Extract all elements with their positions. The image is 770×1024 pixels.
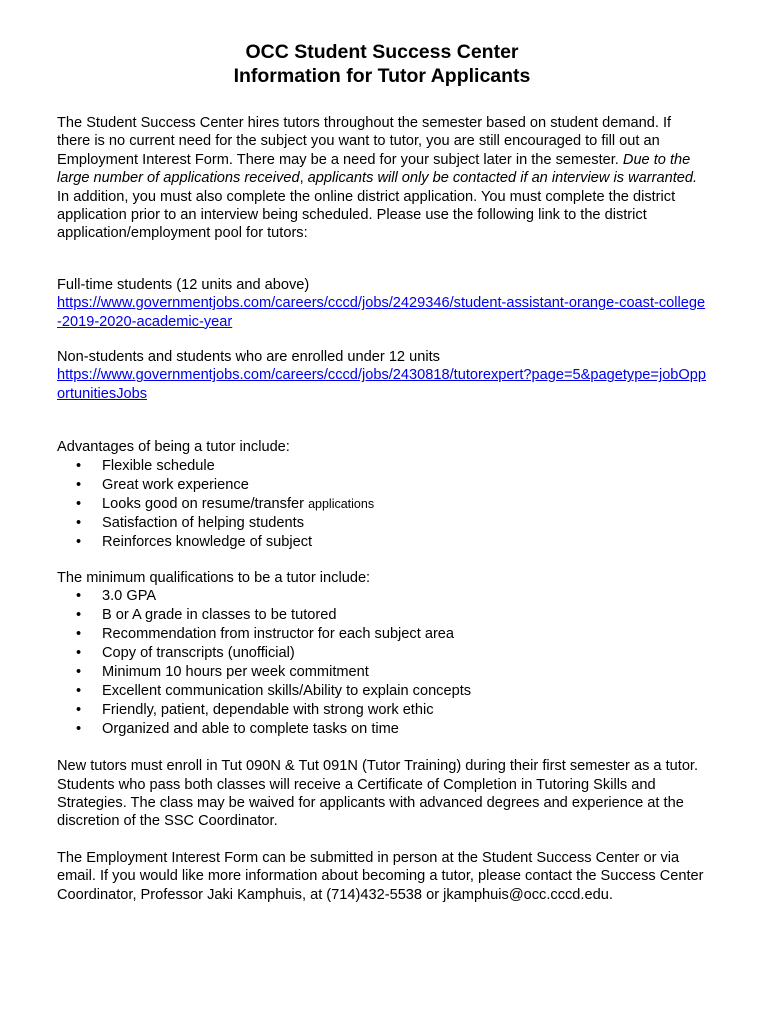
bullet-icon: • xyxy=(76,721,82,738)
bullet-icon: • xyxy=(76,607,82,624)
contact-paragraph: The Employment Interest Form can be submitted in person at the Student Success Center or via email. If you would like more information about becoming a tutor, please contact the Success Center Coordinator, Professor Jaki Kamphuis, at (714)432-5538 or jkamphuis@occ.cccd.edu. xyxy=(57,849,704,903)
parttime-label: Non-students and students who are enrolled under 12 units xyxy=(57,349,440,366)
fulltime-section xyxy=(57,276,707,331)
document-page xyxy=(57,40,707,904)
advantages-section xyxy=(57,438,707,551)
fulltime-label: Full-time students (12 units and above) xyxy=(57,276,310,293)
bullet-icon: • xyxy=(76,683,82,700)
list-item: • Recommendation from instructor for each subject area xyxy=(76,626,455,643)
list-item: • Great work experience xyxy=(76,476,249,493)
intro-text-2: In addition, you must also complete the online district application. You must complete the district application prior to an interview being scheduled. Please use the following link to the district application/employment pool for tutors: xyxy=(57,188,676,242)
qualifications-list xyxy=(57,587,707,739)
advantages-list xyxy=(57,457,707,552)
list-item: • Copy of transcripts (unofficial) xyxy=(76,645,295,662)
advantages-heading: Advantages of being a tutor include: xyxy=(57,439,290,456)
list-item: • Minimum 10 hours per week commitment xyxy=(76,664,369,681)
qualifications-heading: The minimum qualifications to be a tutor include: xyxy=(57,569,371,586)
list-item: • Organized and able to complete tasks on time xyxy=(76,721,399,738)
bullet-icon: • xyxy=(76,664,82,681)
page-title xyxy=(57,40,707,88)
bullet-icon: • xyxy=(76,702,82,719)
intro-text-1: The Student Success Center hires tutors throughout the semester based on student demand. If there is no current need for the subject you want to tutor, you are still encouraged to fill out an Employment Interest Form. There may be a need for your subject later in the semester. xyxy=(57,115,672,168)
bullet-icon: • xyxy=(76,533,82,550)
bullet-icon: • xyxy=(76,588,82,605)
list-item: • Excellent communication skills/Ability to explain concepts xyxy=(76,683,472,700)
title-line-1: OCC Student Success Center xyxy=(245,41,519,63)
list-item: • Looks good on resume/transfer applications xyxy=(76,495,375,512)
bullet-icon: • xyxy=(76,645,82,662)
title-line-2: Information for Tutor Applicants xyxy=(233,65,531,87)
bullet-icon: • xyxy=(76,476,82,493)
intro-italic-2: applicants will only be contacted if an interview is warranted. xyxy=(307,170,698,187)
bullet-icon: • xyxy=(76,457,82,474)
intro-italic-1: Due to the large number of applications received xyxy=(57,151,691,187)
list-item: • B or A grade in classes to be tutored xyxy=(76,607,337,624)
list-item: • Flexible schedule xyxy=(76,457,215,474)
bullet-icon: • xyxy=(76,514,82,531)
parttime-application-link[interactable]: https://www.governmentjobs.com/careers/cccd/jobs/2430818/tutorexpert?page=5&pagetype=jobOpportunitiesJobs xyxy=(57,367,707,402)
parttime-section xyxy=(57,348,707,403)
list-item: • Reinforces knowledge of subject xyxy=(76,533,313,550)
intro-comma: , xyxy=(299,170,308,187)
training-paragraph: New tutors must enroll in Tut 090N & Tut 091N (Tutor Training) during their first semester as a tutor. Students who pass both classes will receive a Certificate of Completion in Tutoring Skills and Strategies. The class may be waived for applicants with advanced degrees and experience at the discretion of the SSC Coordinator. xyxy=(57,758,699,830)
list-item: • Friendly, patient, dependable with strong work ethic xyxy=(76,702,434,719)
list-item: • 3.0 GPA xyxy=(76,588,157,605)
list-item: • Satisfaction of helping students xyxy=(76,514,305,531)
qualifications-section xyxy=(57,569,707,739)
intro-paragraph xyxy=(57,114,707,243)
bullet-icon: • xyxy=(76,626,82,643)
bullet-icon: • xyxy=(76,495,82,512)
fulltime-application-link[interactable]: https://www.governmentjobs.com/careers/cccd/jobs/2429346/student-assistant-orange-coast-college-2019-2020-academic-year xyxy=(57,295,706,330)
